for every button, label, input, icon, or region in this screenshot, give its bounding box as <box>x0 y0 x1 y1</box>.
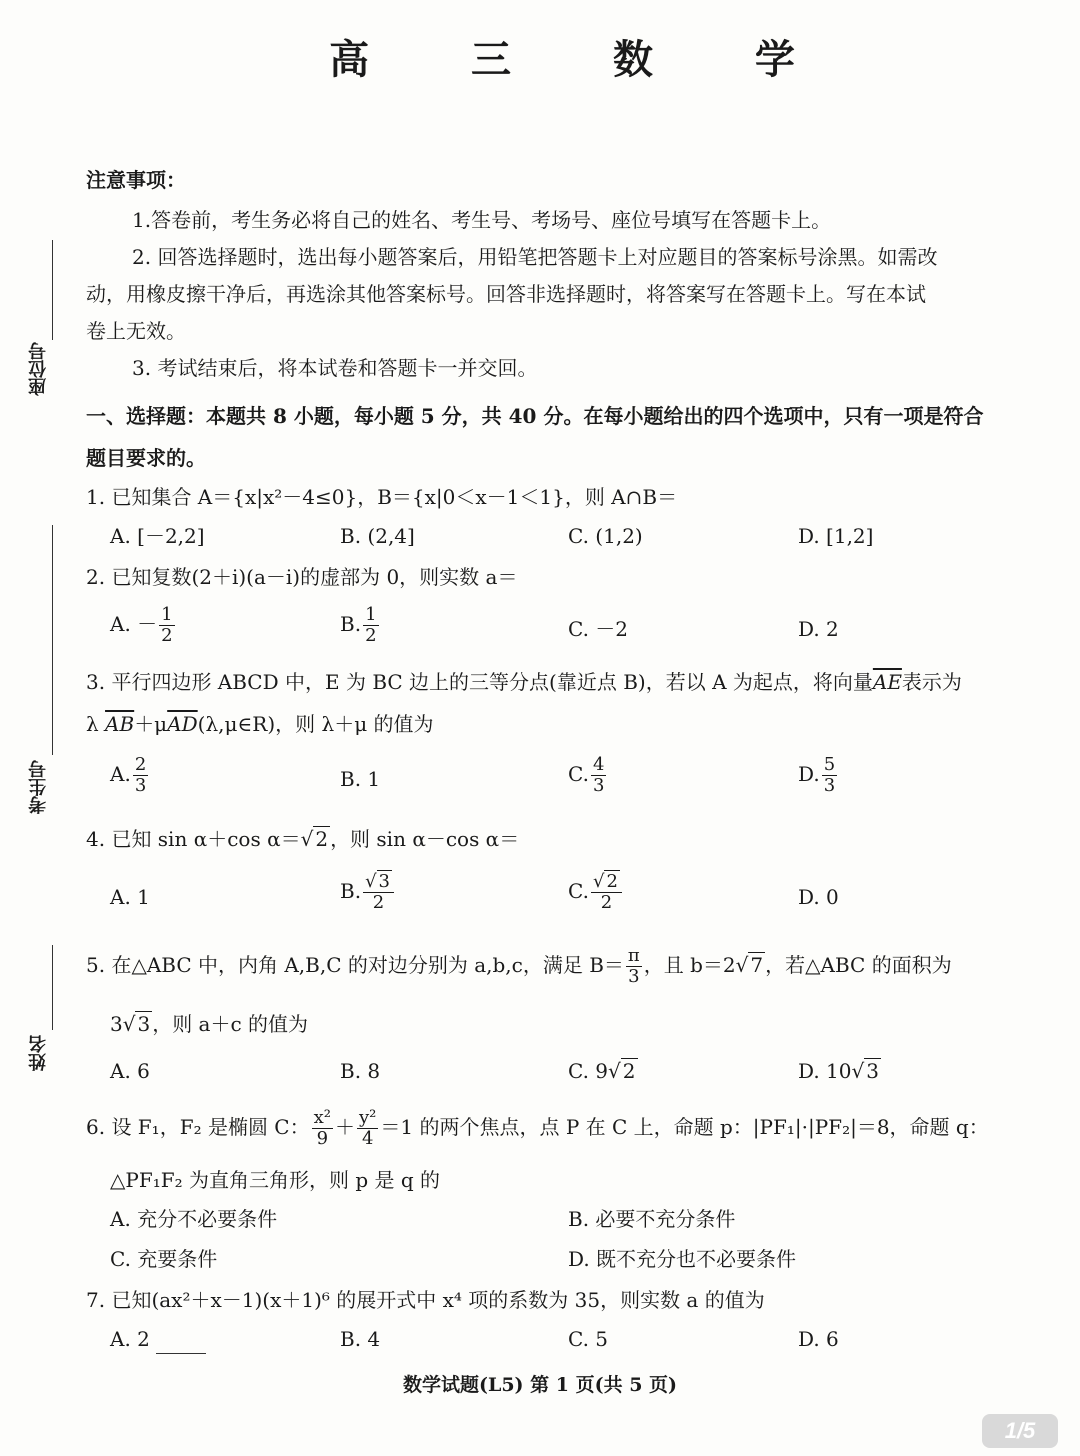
notice-item-1: 1.答卷前，考生务必将自己的姓名、考生号、考场号、座位号填写在答题卡上。 <box>132 208 832 232</box>
notice-heading: 注意事项： <box>86 168 186 192</box>
exam-no-line <box>52 525 53 755</box>
q2-option-b: B. $\frac{1}{2}$ <box>340 604 377 646</box>
seat-label: 座位号 <box>28 342 49 396</box>
q1-option-d: D. [1,2] <box>798 524 874 548</box>
notice-item-3: 3. 考试结束后，将本试卷和答题卡一并交回。 <box>132 356 538 380</box>
q3-stem-2: λ $\overline{AB}+\mu\overline{AD}(\lambda,\mu\in R)$，则 λ＋μ 的值为 <box>86 712 434 736</box>
q6-stem-2: △PF₁F₂ 为直角三角形，则 p 是 q 的 <box>110 1168 441 1192</box>
q1-option-c: C. (1,2) <box>568 524 643 548</box>
q7-option-c: C. 5 <box>568 1327 609 1351</box>
q7-option-a: A. 2 <box>110 1327 150 1351</box>
q5-option-b: B. 8 <box>340 1059 381 1083</box>
page-title: 高 三 数 学 <box>329 36 839 83</box>
q3-option-a: A. $\frac{2}{3}$ <box>110 754 147 796</box>
q6-option-a: A. 充分不必要条件 <box>110 1207 278 1231</box>
q6-option-d: D. 既不充分也不必要条件 <box>568 1247 797 1271</box>
q1-stem: 1. 已知集合 A＝{x|x²－4≤0}，B＝{x|0＜x－1＜1}，则 A∩B＝ <box>86 485 678 509</box>
q5-option-a: A. 6 <box>110 1059 150 1083</box>
q6-stem-1: 6. 设 F₁，F₂ 是椭圆 C： $\frac{\text{x²}}{9}$ ＋ $\frac{\text{y²}}{4}$ ＝1 的两个焦点，点 P 在 C 上，命题 p：|PF₁|·|PF₂|＝8，命题 q： <box>86 1107 989 1149</box>
page-indicator[interactable]: 1/5 <box>982 1414 1058 1448</box>
q5-stem-2: 3√ 3 ，则 a＋c 的值为 <box>110 1012 309 1036</box>
q4-option-c: C. $\frac{√ 2}{2}$ <box>568 872 624 913</box>
notice-item-2: 2. 回答选择题时，选出每小题答案后，用铅笔把答题卡上对应题目的答案标号涂黑。如需改 <box>132 245 938 269</box>
q6-option-c: C. 充要条件 <box>110 1247 218 1271</box>
section-header-cont: 题目要求的。 <box>86 446 206 470</box>
q1-option-a: A. [－2,2] <box>110 524 205 548</box>
q6-option-b: B. 必要不充分条件 <box>568 1207 736 1231</box>
q4-option-a: A. 1 <box>110 885 150 909</box>
notice-item-2-cont: 动，用橡皮擦干净后，再选涂其他答案标号。回答非选择题时，将答案写在答题卡上。写在本试 <box>86 282 926 306</box>
q7-option-d: D. 6 <box>798 1327 839 1351</box>
name-label: 姓名 <box>28 1035 49 1071</box>
pen-mark <box>156 1353 206 1354</box>
q1-option-b: B. (2,4] <box>340 524 415 548</box>
q5-option-d: D. 10√ 3 <box>798 1059 879 1083</box>
exam-no-label: 考生号 <box>28 760 49 814</box>
name-line <box>52 945 53 1030</box>
seat-line <box>52 240 53 340</box>
q2-option-d: D. 2 <box>798 617 839 641</box>
section-header: 一、选择题：本题共 8 小题，每小题 5 分，共 40 分。在每小题给出的四个选项中，只有一项是符合 <box>86 404 984 428</box>
q4-stem: 4. 已知 sin α＋cos α＝√ 2 ，则 sin α－cos α＝ <box>86 827 520 851</box>
q3-option-d: D. $\frac{5}{3}$ <box>798 754 836 796</box>
q5-option-c: C. 9√ 2 <box>568 1059 636 1083</box>
q3-stem-1: 3. 平行四边形 ABCD 中，E 为 BC 边上的三等分点(靠近点 B)，若以 A 为起点，将向量$\overline{AE}$表示为 <box>86 670 962 694</box>
q2-option-a: A. － $\frac{1}{2}$ <box>110 604 173 646</box>
notice-item-2-end: 卷上无效。 <box>86 319 186 343</box>
q4-option-b: B. $\frac{√ 3}{2}$ <box>340 872 396 913</box>
q3-option-c: C. $\frac{4}{3}$ <box>568 754 605 796</box>
q4-option-d: D. 0 <box>798 885 839 909</box>
q7-option-b: B. 4 <box>340 1327 381 1351</box>
q2-stem: 2. 已知复数(2＋i)(a－i)的虚部为 0，则实数 a＝ <box>86 565 518 589</box>
q2-option-c: C. －2 <box>568 617 629 641</box>
q3-option-b: B. 1 <box>340 767 381 791</box>
page-footer: 数学试题(L5) 第 1 页(共 5 页) <box>402 1374 678 1396</box>
q5-stem-1: 5. 在△ABC 中，内角 A,B,C 的对边分别为 a,b,c，满足 B＝ $\frac{\pi}{3}$ ，且 b＝2√ 7 ，若△ABC 的面积为 <box>86 945 952 987</box>
q7-stem: 7. 已知(ax²＋x－1)(x＋1)⁶ 的展开式中 x⁴ 项的系数为 35，则实数 a 的值为 <box>86 1288 765 1312</box>
